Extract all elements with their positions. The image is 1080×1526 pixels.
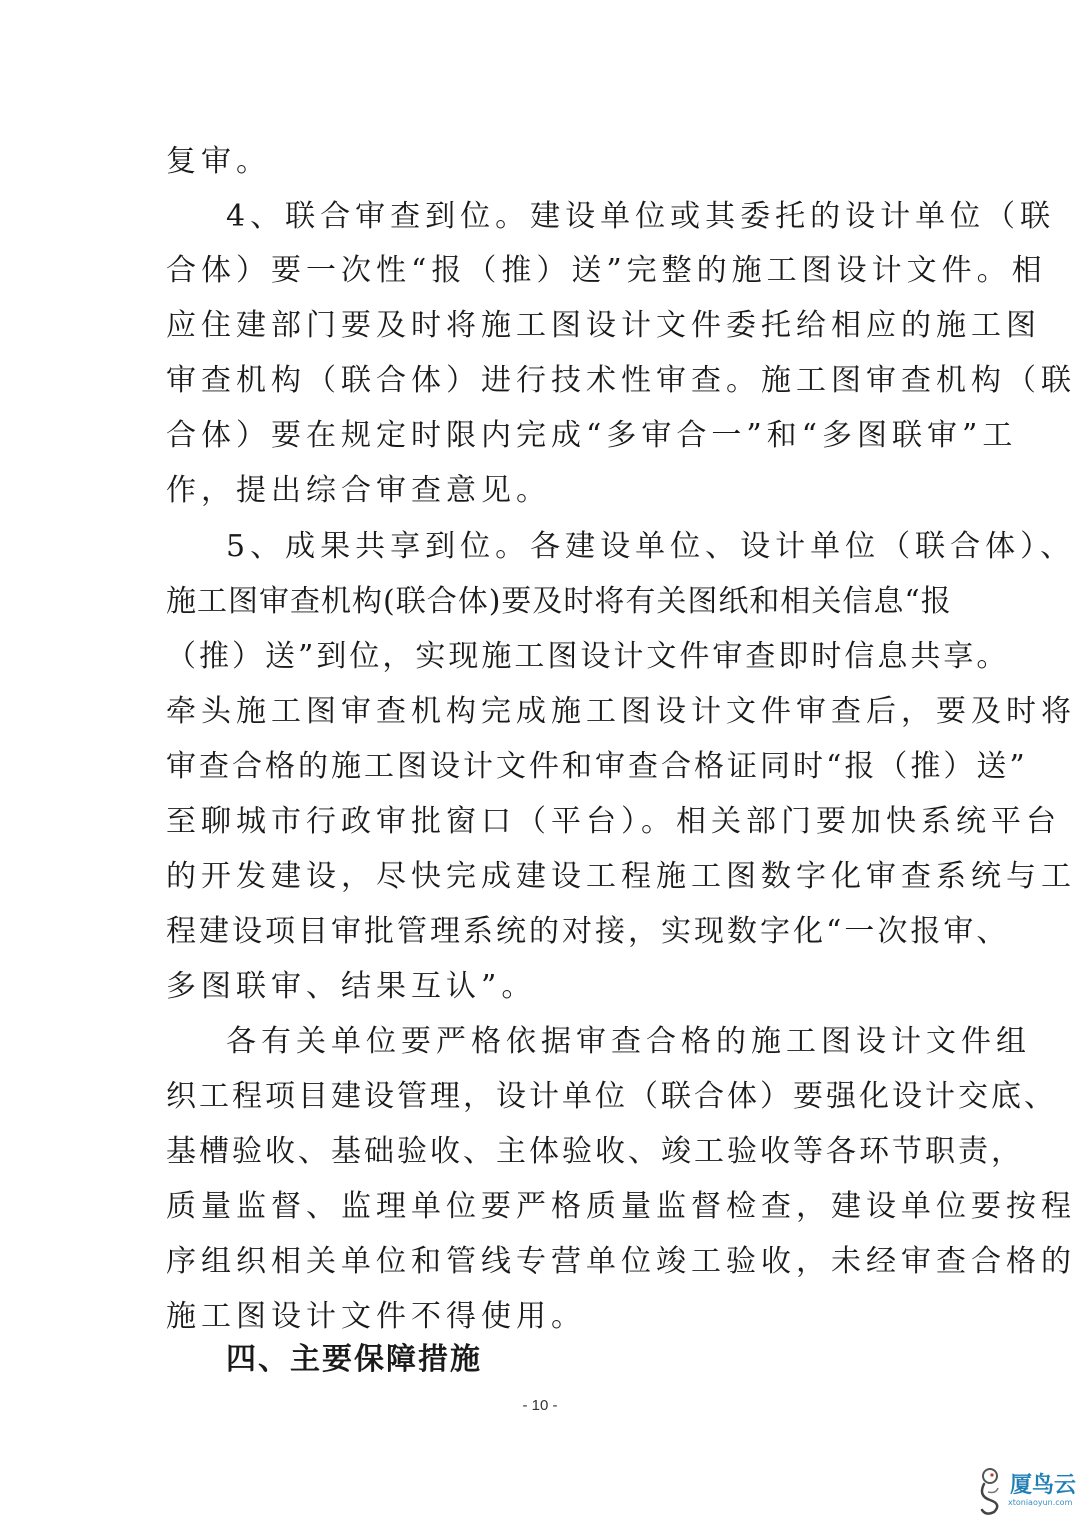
paragraph-line: 合体）要在规定时限内完成“多审合一”和“多图联审”工 — [166, 418, 1018, 453]
paragraph-line: 4、联合审查到位。建设单位或其委托的设计单位（联 — [226, 199, 1056, 234]
paragraph-line: 5、成果共享到位。各建设单位、设计单位（联合体）、 — [226, 529, 1076, 564]
paragraph-line: 各有关单位要严格依据审查合格的施工图设计文件组 — [226, 1024, 1031, 1059]
paragraph-line: 合体）要一次性“报（推）送”完整的施工图设计文件。相 — [166, 253, 1047, 288]
paragraph-line: 施工图审查机构(联合体)要及时将有关图纸和相关信息“报 — [166, 584, 952, 619]
paragraph-line: 作，提出综合审查意见。 — [166, 473, 551, 508]
paragraph-line: 牵头施工图审查机构完成施工图设计文件审查后，要及时将 — [166, 694, 1076, 729]
paragraph-line: 织工程项目建设管理，设计单位（联合体）要强化设计交底、 — [166, 1079, 1057, 1114]
paragraph-line: （推）送”到位，实现施工图设计文件审查即时信息共享。 — [166, 639, 1010, 674]
watermark-url: xtoniaoyun.com — [1008, 1498, 1073, 1507]
paragraph-line: 程建设项目审批管理系统的对接，实现数字化“一次报审、 — [166, 914, 1010, 949]
bird-logo-icon — [976, 1464, 1012, 1516]
paragraph-line: 施工图设计文件不得使用。 — [166, 1299, 586, 1334]
paragraph-line: 序组织相关单位和管线专营单位竣工验收，未经审查合格的 — [166, 1244, 1076, 1279]
page-number: - 10 - — [522, 1397, 558, 1414]
watermark-brand: 厦鸟云 — [1010, 1473, 1077, 1498]
paragraph-line: 质量监督、监理单位要严格质量监督检查，建设单位要按程 — [166, 1189, 1076, 1224]
paragraph-line: 审查合格的施工图设计文件和审查合格证同时“报（推）送” — [166, 749, 1028, 784]
paragraph-line: 审查机构（联合体）进行技术性审查。施工图审查机构（联 — [166, 363, 1076, 398]
paragraph-line: 的开发建设，尽快完成建设工程施工图数字化审查系统与工 — [166, 859, 1076, 894]
paragraph-line: 复审。 — [166, 144, 271, 179]
paragraph-line: 至聊城市行政审批窗口（平台）。相关部门要加快系统平台 — [166, 804, 1061, 839]
paragraph-line: 基槽验收、基础验收、主体验收、竣工验收等各环节职责， — [166, 1134, 1024, 1169]
paragraph-line: 应住建部门要及时将施工图设计文件委托给相应的施工图 — [166, 308, 1041, 343]
watermark-logo — [976, 1464, 1076, 1520]
section-heading: 四、主要保障措施 — [226, 1342, 482, 1377]
paragraph-line: 多图联审、结果互认”。 — [166, 969, 537, 1004]
